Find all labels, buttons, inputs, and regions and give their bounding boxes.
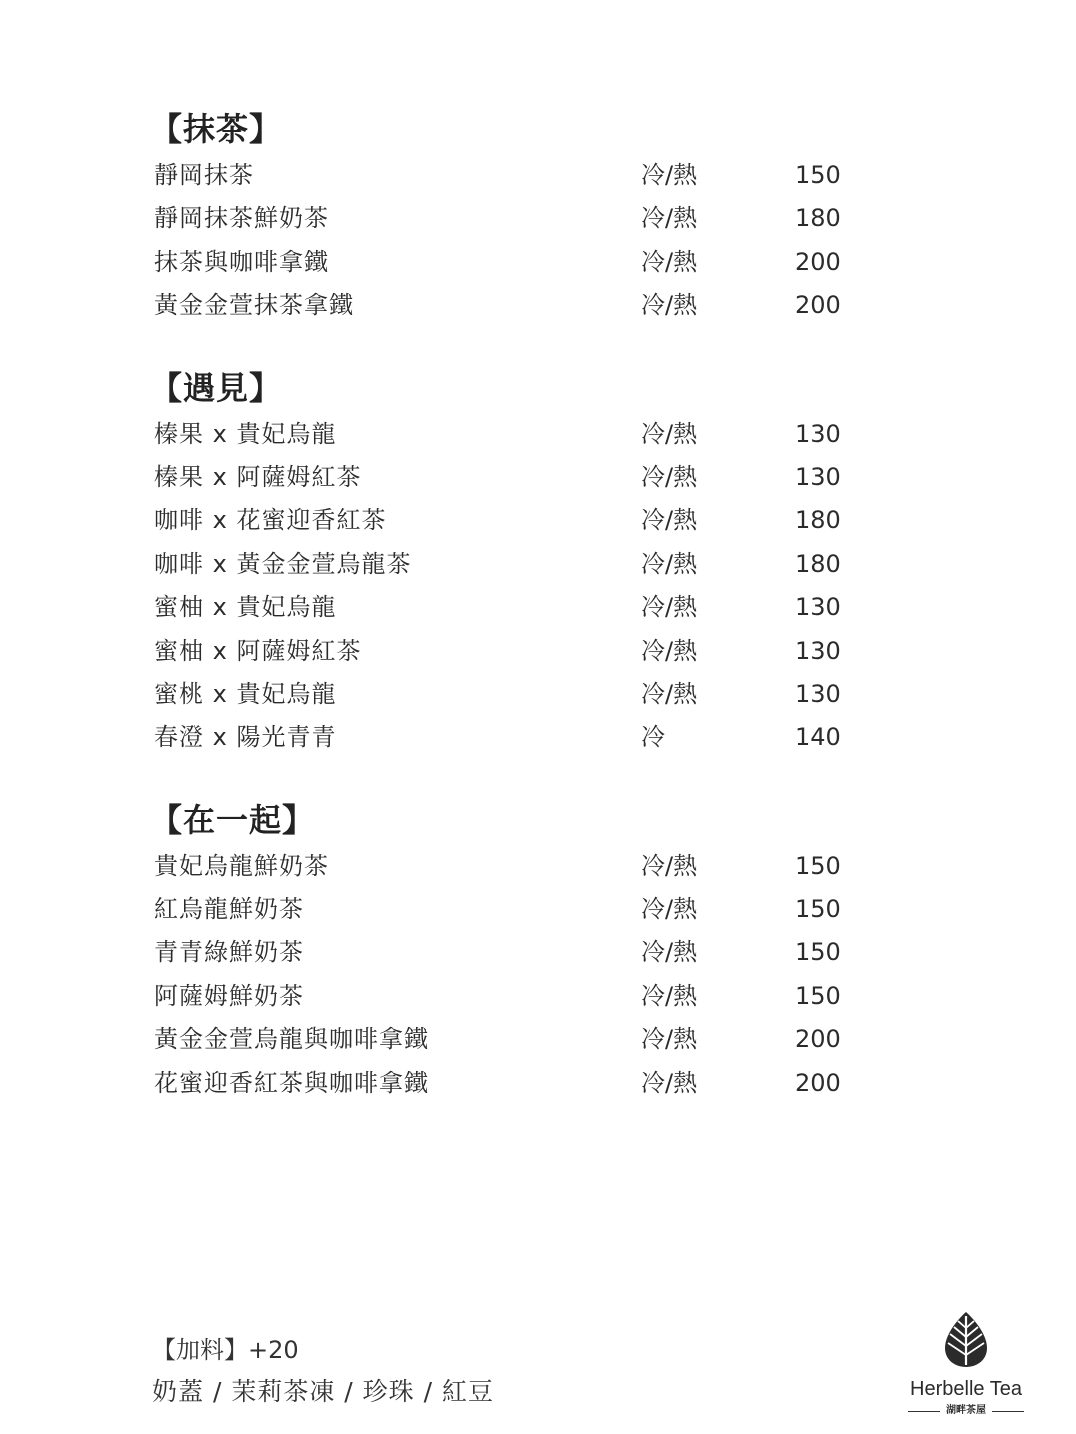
item-temperature: 冷/熱 — [641, 419, 698, 448]
menu-item — [152, 975, 852, 1018]
menu-item — [152, 241, 852, 284]
item-price: 200 — [795, 1068, 841, 1097]
item-name: 蜜桃 x 貴妃烏龍 — [154, 679, 337, 708]
item-temperature: 冷/熱 — [641, 291, 698, 320]
item-temperature: 冷/熱 — [641, 161, 698, 189]
item-price: 180 — [795, 506, 841, 535]
menu-item — [152, 888, 852, 931]
item-price: 150 — [795, 938, 841, 967]
item-temperature: 冷/熱 — [641, 247, 698, 276]
menu-item — [152, 630, 852, 673]
item-name: 靜岡抹茶鮮奶茶 — [154, 204, 329, 233]
item-name: 咖啡 x 花蜜迎香紅茶 — [154, 506, 387, 535]
item-temperature: 冷/熱 — [641, 549, 698, 578]
item-name: 青青綠鮮奶茶 — [154, 938, 304, 967]
item-temperature: 冷/熱 — [641, 506, 698, 535]
item-price: 150 — [795, 161, 841, 189]
item-list — [152, 154, 852, 328]
item-temperature: 冷/熱 — [641, 938, 698, 967]
item-temperature: 冷/熱 — [641, 204, 698, 233]
item-name: 靜岡抹茶 — [154, 161, 254, 189]
item-temperature: 冷/熱 — [641, 679, 698, 708]
item-price: 200 — [795, 1025, 841, 1054]
addons-list: 奶蓋 / 茉莉茶凍 / 珍珠 / 紅豆 — [152, 1377, 494, 1406]
menu-item — [152, 154, 852, 197]
item-price: 150 — [795, 981, 841, 1010]
item-name: 榛果 x 阿薩姆紅茶 — [154, 462, 362, 491]
item-name: 紅烏龍鮮奶茶 — [154, 895, 304, 924]
menu-item — [152, 931, 852, 974]
section-title: 【遇見】 — [150, 368, 283, 407]
menu-item — [152, 456, 852, 499]
divider-line — [992, 1411, 1024, 1412]
brand-subtitle — [898, 1404, 1034, 1418]
brand-subtitle-text: 湖畔茶屋 — [946, 1405, 986, 1416]
section-encounter — [152, 365, 852, 760]
item-temperature: 冷/熱 — [641, 593, 698, 622]
item-price: 150 — [795, 851, 841, 880]
item-name: 蜜柚 x 阿薩姆紅茶 — [154, 636, 362, 665]
item-price: 130 — [795, 593, 841, 622]
item-name: 貴妃烏龍鮮奶茶 — [154, 851, 329, 880]
item-name: 咖啡 x 黃金金萱烏龍茶 — [154, 549, 412, 578]
item-temperature: 冷/熱 — [641, 462, 698, 491]
item-price: 130 — [795, 419, 841, 448]
item-temperature: 冷/熱 — [641, 981, 698, 1010]
section-together — [152, 797, 852, 1105]
item-name: 春澄 x 陽光青青 — [154, 723, 337, 752]
divider-line — [908, 1411, 940, 1412]
addons-title: 【加料】+20 — [152, 1336, 299, 1364]
menu-item — [152, 845, 852, 888]
leaf-logo-icon — [943, 1310, 989, 1370]
item-price: 150 — [795, 895, 841, 924]
brand — [898, 1310, 1034, 1418]
menu-item — [152, 499, 852, 542]
section-matcha — [152, 106, 852, 328]
item-temperature: 冷/熱 — [641, 1068, 698, 1097]
menu-item — [152, 586, 852, 629]
addons — [152, 1330, 494, 1414]
item-list — [152, 413, 852, 760]
menu-item — [152, 716, 852, 759]
section-title: 【抹茶】 — [150, 110, 283, 148]
item-temperature: 冷 — [641, 723, 665, 752]
item-price: 130 — [795, 462, 841, 491]
item-price: 180 — [795, 549, 841, 578]
item-temperature: 冷/熱 — [641, 636, 698, 665]
item-name: 抹茶與咖啡拿鐵 — [154, 247, 329, 276]
brand-name: Herbelle Tea — [910, 1378, 1022, 1400]
item-temperature: 冷/熱 — [641, 895, 698, 924]
item-name: 蜜柚 x 貴妃烏龍 — [154, 593, 337, 622]
menu-item — [152, 284, 852, 327]
item-name: 阿薩姆鮮奶茶 — [154, 981, 304, 1010]
item-price: 140 — [795, 723, 841, 752]
menu-item — [152, 413, 852, 456]
menu-item — [152, 1018, 852, 1061]
menu-item — [152, 543, 852, 586]
menu-item — [152, 1062, 852, 1105]
menu-item — [152, 197, 852, 240]
item-name: 花蜜迎香紅茶與咖啡拿鐵 — [154, 1068, 429, 1097]
menu-item — [152, 673, 852, 716]
item-price: 200 — [795, 291, 841, 320]
item-name: 榛果 x 貴妃烏龍 — [154, 419, 337, 448]
item-price: 180 — [795, 204, 841, 233]
menu — [152, 106, 852, 1142]
item-temperature: 冷/熱 — [641, 1025, 698, 1054]
item-price: 130 — [795, 679, 841, 708]
item-list — [152, 845, 852, 1105]
item-name: 黃金金萱抹茶拿鐵 — [154, 291, 354, 320]
item-temperature: 冷/熱 — [641, 851, 698, 880]
section-title: 【在一起】 — [150, 800, 316, 839]
item-name: 黃金金萱烏龍與咖啡拿鐵 — [154, 1025, 429, 1054]
item-price: 130 — [795, 636, 841, 665]
item-price: 200 — [795, 247, 841, 276]
